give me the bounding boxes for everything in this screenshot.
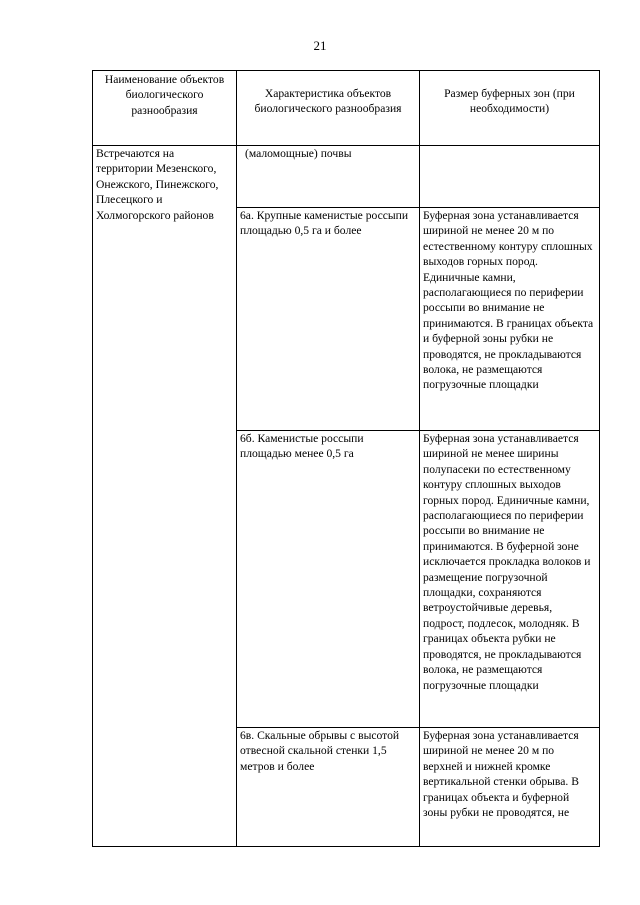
table-header-row [93,71,600,146]
buffer-cell: Буферная зона устанавливается шириной не менее 20 м по естественному контуру сплошных выходов горных пород. Единичные камни, располагающиеся по периферии россыпи во внимание не принимаются. В границах объекта и буферной зоны рубки не проводятся, не прокладываются волока, не размещаются погрузочные площадки [420,208,600,431]
buffer-cell [420,146,600,208]
characteristic-cell: 6б. Каменистые россыпи площадью менее 0,5 га [237,431,420,728]
page-number: 21 [313,38,327,53]
characteristic-cell: 6в. Скальные обрывы с высотой отвесной скальной стенки 1,5 метров и более [237,728,420,847]
characteristic-cell: 6а. Крупные каменистые россыпи площадью 0,5 га и более [237,208,420,431]
header-name: Наименование объектов биологического разнообразия [93,71,237,146]
table-row [93,146,600,208]
header-characteristics: Характеристика объектов биологического разнообразия [237,71,420,146]
header-buffer-size: Размер буферных зон (при необходимости) [420,71,600,146]
biodiversity-table [92,70,600,847]
location-cell: Встречаются на территории Мезенского, Онежского, Пинежского, Плесецкого и Холмогорского районов [93,146,237,847]
buffer-cell: Буферная зона устанавливается шириной не менее 20 м по верхней и нижней кромке вертикальной стенки обрыва. В границах объекта и буферной зоны рубки не проводятся, не [420,728,600,847]
characteristic-cell: (маломощные) почвы [237,146,420,208]
buffer-cell: Буферная зона устанавливается шириной не менее ширины полупасеки по естественному контуру сплошных выходов горных пород. Единичные камни, располагающиеся по периферии россыпи во внимание не принимаются. В буферной зоне исключается прокладка волоков и размещение погрузочной площадки, сохраняются ветроустойчивые деревья, подрост, подлесок, молодняк. В границах объекта рубки не проводятся, не прокладываются волока, не размещаются погрузочные площадки [420,431,600,728]
